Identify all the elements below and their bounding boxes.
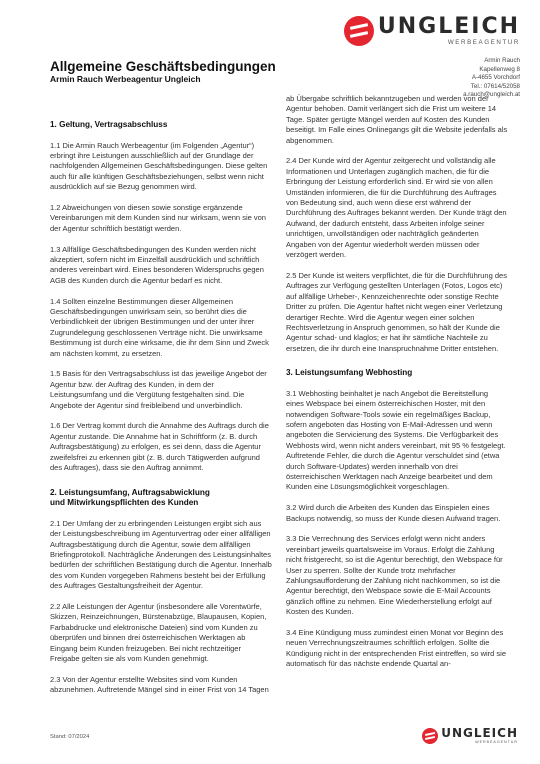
paragraph-1-6: 1.6 Der Vertrag kommt durch die Annahme des Auftrags durch die Agentur zustande. Die Annahme hat in Schriftform (z. B. durch Auftragsbestätigung) zu erfolgen, es sei denn, dass die Agentur zweifelsfrei zu erkennen gibt (z. B. durch Tätigwerden aufgrund des Auftrages), dass sie den Auftrag annimmt.	[50, 421, 269, 473]
address-name: Armin Rauch	[484, 57, 520, 64]
paragraph-1-2: 1.2 Abweichungen von diesen sowie sonstige ergänzende Vereinbarungen mit dem Kunden sind nur wirksam, wenn sie von der Agentur schriftlich bestätigt werden.	[50, 203, 266, 233]
paragraph-1-1: 1.1 Die Armin Rauch Werbeagentur (im Folgenden „Agentur“) erbringt ihre Leistungen ausschließlich auf der Grundlage der nachfolgenden Allgemeinen Geschäftsbedingungen. Diese gelten auch für alle künftigen Geschäftsbeziehungen, selbst wenn nicht ausdrücklich auf sie Bezug genommen wird.	[50, 140, 268, 192]
footer-logo-tagline: WERBEAGENTUR	[475, 740, 518, 744]
address-city: A-4655 Vorchdorf	[471, 74, 520, 82]
paragraph-1-3: 1.3 Allfällige Geschäftsbedingungen des Kunden werden nicht akzeptiert, sofern nicht im Einzelfall ausdrücklich und schriftlich anderes vereinbart wird. Eines besonderen Widerspruchs gegen AGB des Kunden durch die Agentur bedarf es nicht.	[50, 244, 264, 285]
paragraph-2-2: 2.2 Alle Leistungen der Agentur (insbesondere alle Vorentwürfe, Skizzen, Reinzeichnungen, Bürstenabzüge, Blaupausen, Kopien, Farbabdrucke und elektronische Dateien) sind vom Kunden zu überprüfen und binnen drei österreichischen Werktagen ab Eingang beim Kunden freizugeben. Bei nicht rechtzeitiger Freigabe gelten sie als vom Kunden genehmigt.	[50, 601, 267, 663]
paragraph-3-4: 3.4 Eine Kündigung muss zumindest einen Monat vor Beginn des neuen Verrechnungszeitraumes schriftlich erfolgen. Sollte die Kündigung nicht in der entsprechenden Frist eintreffen, so wird sie automatisch für das nächste endende Quartal an-	[286, 628, 506, 669]
paragraph-3-1: 3.1 Webhosting beinhaltet je nach Angebot die Bereitstellung eines Webspace bei einem österreichischen Hoster, mit den notwendigen Software-Tools sowie ein regelmäßiges Backup, sofern angeboten das Hosting von E-Mail-Adressen und wenn angeboten die Servicierung des Systems. Die Verfügbarkeit des Webhosts wird, wenn nicht anders vereinbart, mit 95 % festgelegt. Auftretende Fehler, die durch die Agentur verschuldet sind (etwa durch Software-Updates) werden innerhalb von drei österreichischen Werktagen nach Anzeige bearbeitet und dem Kunden eine Lösungsmöglichkeit vorgeschlagen.	[286, 388, 506, 492]
document-subtitle: Armin Rauch Werbeagentur Ungleich	[50, 74, 201, 84]
footer-logo-wordmark: UNGLEICH	[441, 726, 518, 740]
section-3-heading: 3. Leistungsumfang Webhosting	[286, 368, 413, 378]
section-2-heading-line1: 2. Leistungsumfang, Auftragsabwicklung	[50, 487, 210, 497]
address-phone: Tel.: 07614/52058	[470, 82, 520, 90]
company-logo	[344, 16, 520, 46]
section-2-heading	[50, 488, 272, 509]
paragraph-2-3: 2.3 Von der Agentur erstellte Websites sind vom Kunden abzunehmen. Auftretende Mängel sind in einer Frist von 14 Tagen	[50, 674, 269, 695]
section-2-heading-line2: und Mitwirkungspflichten des Kunden	[50, 498, 199, 508]
logo-mark-icon	[344, 16, 374, 46]
right-column	[286, 94, 508, 680]
paragraph-3-2: 3.2 Wird durch die Arbeiten des Kunden das Einspielen eines Backups notwendig, so muss der Kunde diesen Aufwand tragen.	[286, 503, 501, 523]
footer-logo-mark-icon	[422, 728, 438, 744]
address-street: Kapellenweg 8	[479, 65, 520, 73]
paragraph-2-3-continued: ab Übergabe schriftlich bekanntzugeben und werden von der Agentur behoben. Damit verlängert sich die Frist um weitere 14 Tage. Später gerügte Mängel werden auf Kosten des Kunden beseitigt. Im Falle eines Onlinegangs gilt die Website jedenfalls als abgenommen.	[286, 94, 508, 145]
address-email: a.rauch@ungleich.at	[463, 91, 520, 99]
paragraph-1-4: 1.4 Sollten einzelne Bestimmungen dieser Allgemeinen Geschäftsbedingungen unwirksam sein, so berührt dies die Verbindlichkeit der übrigen Bestimmungen und der unter ihrer Zugrundelegung geschlossenen Verträge nicht. Die unwirksame Bestimmung ist durch eine wirksame, die ihr dem Sinn und Zweck am nächsten kommt, zu ersetzen.	[50, 296, 269, 358]
footer-stand-date: Stand: 07/2024	[50, 734, 90, 740]
section-1-heading: 1. Geltung, Vertragsabschluss	[50, 120, 168, 129]
paragraph-3-3: 3.3 Die Verrechnung des Services erfolgt wenn nicht anders vereinbart jeweils quartalsweise im Voraus. Erfolgt die Zahlung nicht fristgerecht, so ist die Agentur berechtigt, den Webspace für User zu sperren. Sollte der Kunde trotz mehrfacher Zahlungsaufforderung der Zahlung nicht nachkommen, so ist die Agentur berechtigt, den Webspace sowie die E-Mail Accounts gänzlich offline zu nehmen. Eine Wiederherstellung erfolgt auf Kosten des Kunden.	[286, 534, 503, 617]
left-column	[50, 120, 272, 706]
logo-tagline: WERBEAGENTUR	[447, 39, 520, 46]
paragraph-1-5: 1.5 Basis für den Vertragsabschluss ist das jeweilige Angebot der Agentur bzw. der Auftrag des Kunden, in dem der Leistungsumfang und die Vergütung festgehalten sind. Die Angebote der Agentur sind freibleibend und unverbindlich.	[50, 369, 267, 410]
paragraph-2-4: 2.4 Der Kunde wird der Agentur zeitgerecht und vollständig alle Informationen und Unterlagen zugänglich machen, die für die Erbringung der Leistung erforderlich sind. Er wird sie von allen Umständen informieren, die für die Durchführung des Auftrages von Bedeutung sind, auch wenn diese erst während der Durchführung des Auftrages bekannt werden. Der Kunde trägt den Aufwand, der dadurch entsteht, dass Arbeiten infolge seiner unrichtigen, unvollständigen oder nachträglich geänderten Angaben von der Agentur wiederholt werden müssen oder verzögert werden.	[286, 156, 507, 260]
document-title: Allgemeine Geschäftsbedingungen	[50, 59, 276, 74]
paragraph-2-1: 2.1 Der Umfang der zu erbringenden Leistungen ergibt sich aus der Leistungsbeschreibung im Agenturvertrag oder einer allfälligen Auftragsbestätigung durch die Agentur, sowie dem allfälligen Briefingprotokoll. Nachträgliche Änderungen des Leistungsinhaltes bedürfen der schriftlichen Bestätigung durch die Agentur. Innerhalb des vom Kunden vorgegeben Rahmens besteht bei der Erfüllung des Auftrages Gestaltungsfreiheit der Agentur.	[50, 518, 272, 591]
footer-logo	[422, 727, 518, 744]
paragraph-2-5: 2.5 Der Kunde ist weiters verpflichtet, die für die Durchführung des Auftrages zur Verfügung gestellten Unterlagen (Fotos, Logos etc) auf allfällige Urheber-, Kennzeichenrechte oder sonstige Rechte Dritter zu prüfen. Die Agentur haftet nicht wegen einer Verletzung derartiger Rechte. Wird die Agentur wegen einer solchen Rechtsverletzung in Anspruch genommen, so hält der Kunde die Agentur schad- und klaglos; er hat ihr sämtliche Nachteile zu ersetzen, die ihr durch eine Inanspruchnahme Dritter entstehen.	[286, 270, 507, 353]
logo-wordmark: UNGLEICH	[377, 14, 520, 39]
